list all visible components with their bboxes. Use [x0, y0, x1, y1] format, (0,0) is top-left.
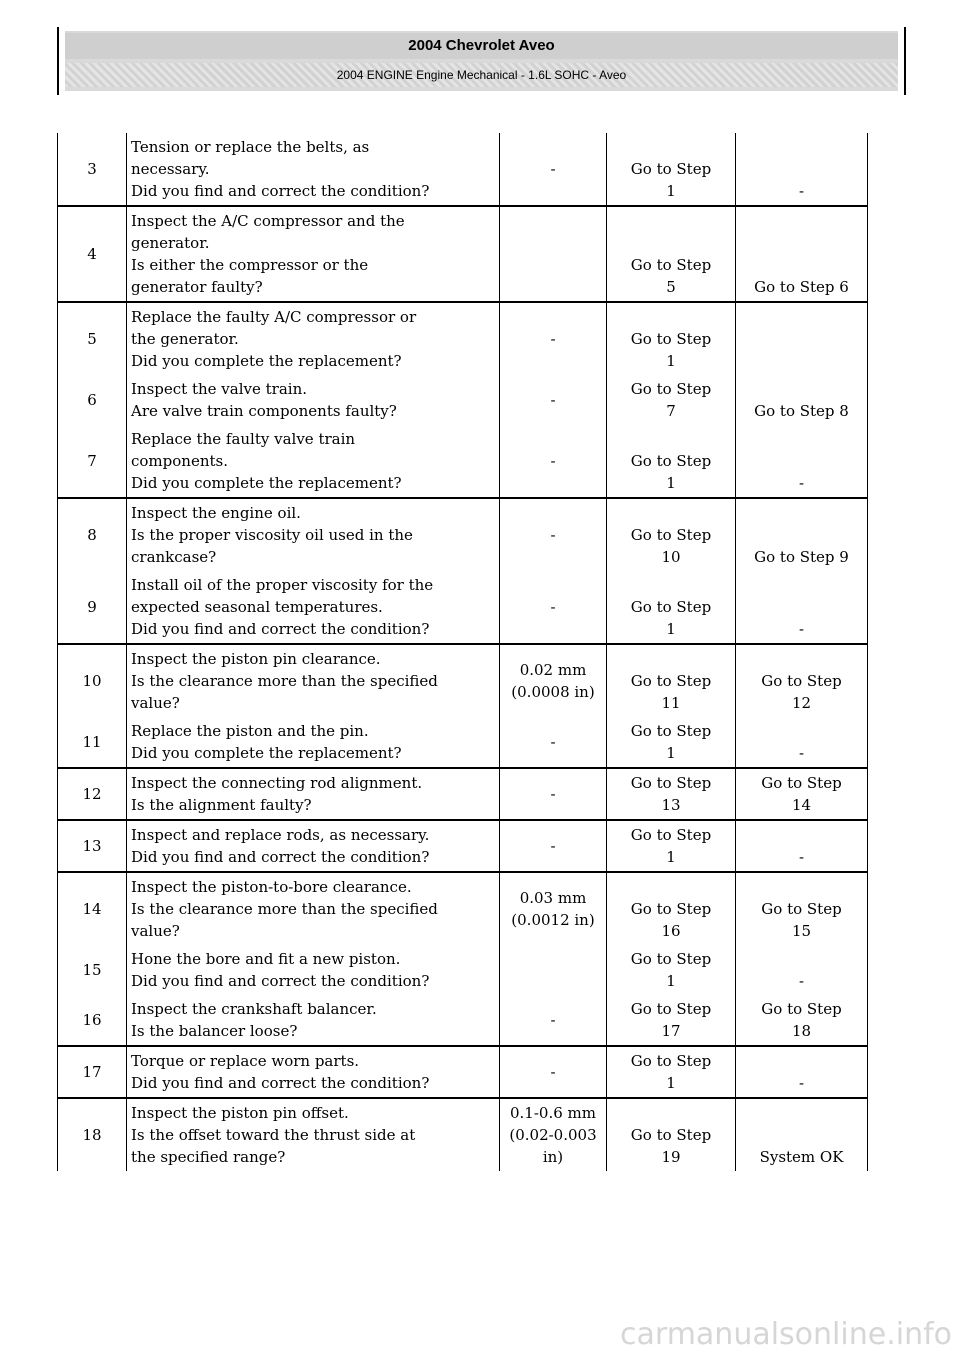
cell-line: Go to Step	[761, 774, 842, 792]
cell-line: Is either the compressor or the	[131, 256, 369, 274]
cell-line: Did you find and correct the condition?	[131, 182, 430, 200]
header-panel	[65, 31, 898, 91]
cell-line: Replace the piston and the pin.	[131, 722, 369, 740]
cell-line: Go to Step	[630, 1052, 712, 1070]
cell-line: Did you find and correct the condition?	[131, 972, 430, 990]
cell-line: components.	[131, 452, 228, 470]
yes-cell	[607, 425, 736, 498]
step-cell	[58, 995, 127, 1046]
yes-cell	[607, 498, 736, 571]
value-cell	[500, 995, 607, 1046]
cell-line: Go to Step	[630, 672, 712, 690]
cell-line: 13	[661, 796, 681, 814]
table-row	[58, 1098, 868, 1171]
cell-line: crankcase?	[131, 548, 217, 566]
table-row	[58, 717, 868, 768]
cell-line: in)	[542, 1148, 564, 1166]
step-cell	[58, 206, 127, 302]
yes-cell	[607, 945, 736, 995]
action-cell	[127, 571, 500, 644]
no-cell	[736, 133, 868, 206]
cell-line: Did you find and correct the condition?	[131, 848, 430, 866]
cell-line: Is the clearance more than the specified	[131, 672, 438, 690]
cell-line: Go to Step 9	[754, 548, 849, 566]
cell-line: Go to Step	[630, 330, 712, 348]
cell-line: Go to Step	[630, 526, 712, 544]
cell-line: Did you complete the replacement?	[131, 744, 402, 762]
no-cell	[736, 425, 868, 498]
cell-line: Replace the faulty valve train	[131, 430, 356, 448]
action-cell	[127, 133, 500, 206]
value-cell	[500, 768, 607, 820]
no-cell	[736, 571, 868, 644]
value-cell	[500, 644, 607, 717]
value-cell	[500, 498, 607, 571]
cell-line: Did you find and correct the condition?	[131, 620, 430, 638]
cell-line: generator.	[131, 234, 210, 252]
cell-line: 17	[82, 1063, 102, 1081]
no-cell	[736, 945, 868, 995]
value-cell	[500, 206, 607, 302]
cell-line: -	[550, 452, 556, 470]
step-cell	[58, 768, 127, 820]
cell-line: System OK	[759, 1148, 844, 1166]
cell-line: Go to Step	[630, 380, 712, 398]
yes-cell	[607, 571, 736, 644]
cell-line: Go to Step	[630, 774, 712, 792]
cell-line: 12	[791, 694, 812, 712]
cell-line: 14	[82, 900, 102, 918]
cell-line: Go to Step	[630, 1000, 712, 1018]
cell-line: 7	[87, 452, 97, 470]
cell-line: 3	[87, 160, 97, 178]
action-cell	[127, 768, 500, 820]
cell-line: Go to Step 6	[754, 278, 849, 296]
cell-line: the specified range?	[131, 1148, 286, 1166]
cell-line: -	[798, 1074, 805, 1092]
cell-line: Is the balancer loose?	[131, 1022, 298, 1040]
yes-cell	[607, 375, 736, 425]
watermark: carmanualsonline.info	[620, 1317, 952, 1352]
cell-line: 6	[87, 391, 97, 409]
cell-line: 1	[666, 848, 676, 866]
cell-line: -	[798, 474, 805, 492]
value-cell	[500, 133, 607, 206]
no-cell	[736, 375, 868, 425]
table-row	[58, 133, 868, 206]
cell-line: Go to Step	[630, 900, 712, 918]
cell-line: Inspect the connecting rod alignment.	[131, 774, 423, 792]
cell-line: Inspect the crankshaft balancer.	[131, 1000, 377, 1018]
yes-cell	[607, 206, 736, 302]
cell-line: -	[550, 391, 556, 409]
action-cell	[127, 717, 500, 768]
yes-cell	[607, 1098, 736, 1171]
cell-line: -	[798, 744, 805, 762]
cell-line: 8	[87, 526, 97, 544]
cell-line: 1	[666, 352, 676, 370]
step-cell	[58, 498, 127, 571]
cell-line: Hone the bore and fit a new piston.	[131, 950, 401, 968]
cell-line: the generator.	[131, 330, 239, 348]
step-cell	[58, 302, 127, 375]
cell-line: Inspect the valve train.	[131, 380, 307, 398]
cell-line: -	[550, 160, 556, 178]
action-cell	[127, 1098, 500, 1171]
value-cell	[500, 872, 607, 945]
cell-line: 0.03 mm	[519, 889, 587, 907]
cell-line: 18	[791, 1022, 812, 1040]
cell-line: Inspect the piston pin offset.	[131, 1104, 349, 1122]
cell-line: Go to Step	[630, 598, 712, 616]
cell-line: Is the clearance more than the specified	[131, 900, 438, 918]
step-cell	[58, 945, 127, 995]
cell-line: 10	[82, 672, 102, 690]
cell-line: Go to Step 8	[754, 402, 849, 420]
cell-line: Inspect the engine oil.	[131, 504, 301, 522]
step-cell	[58, 571, 127, 644]
step-cell	[58, 1098, 127, 1171]
no-cell	[736, 302, 868, 375]
cell-line: Did you complete the replacement?	[131, 352, 402, 370]
cell-line: 0.02 mm	[519, 661, 587, 679]
diagnostic-table-body	[58, 133, 868, 1171]
cell-line: Install oil of the proper viscosity for the	[131, 576, 434, 594]
cell-line: 15	[791, 922, 812, 940]
cell-line: Are valve train components faulty?	[131, 402, 397, 420]
cell-line: -	[550, 837, 556, 855]
cell-line: 16	[661, 922, 681, 940]
yes-cell	[607, 1046, 736, 1098]
yes-cell	[607, 995, 736, 1046]
cell-line: Is the offset toward the thrust side at	[131, 1126, 416, 1144]
cell-line: Go to Step	[761, 900, 842, 918]
no-cell	[736, 644, 868, 717]
value-cell	[500, 302, 607, 375]
table-row	[58, 375, 868, 425]
cell-line: 1	[666, 620, 676, 638]
table-row	[58, 644, 868, 717]
cell-line: -	[550, 785, 556, 803]
table-row	[58, 206, 868, 302]
table-row	[58, 498, 868, 571]
cell-line: expected seasonal temperatures.	[131, 598, 383, 616]
document-header	[57, 27, 906, 95]
cell-line: Go to Step	[630, 160, 712, 178]
cell-line: 17	[661, 1022, 681, 1040]
action-cell	[127, 872, 500, 945]
step-cell	[58, 133, 127, 206]
cell-line: 4	[87, 245, 97, 263]
step-cell	[58, 820, 127, 872]
no-cell	[736, 206, 868, 302]
cell-line: 13	[82, 837, 102, 855]
cell-line: -	[550, 733, 556, 751]
step-cell	[58, 872, 127, 945]
cell-line: 1	[666, 182, 676, 200]
value-cell	[500, 425, 607, 498]
cell-line: Inspect the piston-to-bore clearance.	[131, 878, 412, 896]
cell-line: Go to Step	[761, 1000, 842, 1018]
value-cell	[500, 1046, 607, 1098]
yes-cell	[607, 872, 736, 945]
value-cell	[500, 571, 607, 644]
cell-line: value?	[131, 922, 180, 940]
table-row	[58, 571, 868, 644]
cell-line: 1	[666, 1074, 676, 1092]
cell-line: necessary.	[131, 160, 210, 178]
action-cell	[127, 302, 500, 375]
cell-line: Is the proper viscosity oil used in the	[131, 526, 413, 544]
cell-line: Inspect the A/C compressor and the	[131, 212, 405, 230]
cell-line: (0.0008 in)	[511, 683, 595, 701]
cell-line: Is the alignment faulty?	[131, 796, 312, 814]
cell-line: (0.02-0.003	[509, 1126, 597, 1144]
cell-line: 19	[661, 1148, 681, 1166]
cell-line: Go to Step	[630, 950, 712, 968]
cell-line: 18	[82, 1126, 102, 1144]
action-cell	[127, 1046, 500, 1098]
cell-line: -	[550, 330, 556, 348]
cell-line: 1	[666, 744, 676, 762]
no-cell	[736, 995, 868, 1046]
cell-line: Go to Step	[630, 826, 712, 844]
cell-line: Replace the faulty A/C compressor or	[131, 308, 417, 326]
header-subtitle: 2004 ENGINE Engine Mechanical - 1.6L SOHC - Aveo	[65, 63, 898, 87]
cell-line: 1	[666, 474, 676, 492]
no-cell	[736, 820, 868, 872]
action-cell	[127, 820, 500, 872]
yes-cell	[607, 644, 736, 717]
cell-line: Tension or replace the belts, as	[131, 138, 370, 156]
no-cell	[736, 872, 868, 945]
step-cell	[58, 425, 127, 498]
cell-line: 10	[661, 548, 681, 566]
action-cell	[127, 995, 500, 1046]
action-cell	[127, 375, 500, 425]
cell-line: 16	[82, 1011, 102, 1029]
no-cell	[736, 1098, 868, 1171]
cell-line: -	[550, 598, 556, 616]
yes-cell	[607, 133, 736, 206]
action-cell	[127, 498, 500, 571]
yes-cell	[607, 717, 736, 768]
cell-line: 7	[666, 402, 676, 420]
cell-line: Go to Step	[630, 256, 712, 274]
no-cell	[736, 717, 868, 768]
action-cell	[127, 644, 500, 717]
table-row	[58, 995, 868, 1046]
cell-line: 11	[661, 694, 681, 712]
cell-line: Go to Step	[630, 722, 712, 740]
no-cell	[736, 1046, 868, 1098]
step-cell	[58, 1046, 127, 1098]
cell-line: Go to Step	[630, 452, 712, 470]
cell-line: Did you complete the replacement?	[131, 474, 402, 492]
cell-line: 15	[82, 961, 102, 979]
header-title: 2004 Chevrolet Aveo	[65, 33, 898, 59]
cell-line: 11	[82, 733, 102, 751]
table-row	[58, 872, 868, 945]
cell-line: Torque or replace worn parts.	[131, 1052, 360, 1070]
yes-cell	[607, 302, 736, 375]
value-cell	[500, 717, 607, 768]
cell-line: (0.0012 in)	[511, 911, 595, 929]
cell-line: 12	[82, 785, 102, 803]
cell-line: value?	[131, 694, 180, 712]
step-cell	[58, 644, 127, 717]
no-cell	[736, 498, 868, 571]
table-row	[58, 945, 868, 995]
table-row	[58, 768, 868, 820]
yes-cell	[607, 768, 736, 820]
diagnostic-table	[57, 133, 868, 1171]
action-cell	[127, 425, 500, 498]
action-cell	[127, 206, 500, 302]
cell-line: -	[798, 182, 805, 200]
table-row	[58, 1046, 868, 1098]
cell-line: 1	[666, 972, 676, 990]
step-cell	[58, 717, 127, 768]
cell-line: Go to Step	[761, 672, 842, 690]
cell-line: -	[798, 972, 805, 990]
cell-line: Inspect the piston pin clearance.	[131, 650, 381, 668]
no-cell	[736, 768, 868, 820]
step-cell	[58, 375, 127, 425]
cell-line: generator faulty?	[131, 278, 263, 296]
table-row	[58, 302, 868, 375]
cell-line: 5	[87, 330, 97, 348]
value-cell	[500, 1098, 607, 1171]
cell-line: -	[550, 526, 556, 544]
table-row	[58, 425, 868, 498]
value-cell	[500, 375, 607, 425]
cell-line: 5	[666, 278, 676, 296]
yes-cell	[607, 820, 736, 872]
value-cell	[500, 820, 607, 872]
cell-line: Did you find and correct the condition?	[131, 1074, 430, 1092]
value-cell	[500, 945, 607, 995]
cell-line: Go to Step	[630, 1126, 712, 1144]
table-row	[58, 820, 868, 872]
cell-line: -	[550, 1011, 556, 1029]
cell-line: -	[798, 848, 805, 866]
cell-line: -	[798, 620, 805, 638]
action-cell	[127, 945, 500, 995]
cell-line: 9	[87, 598, 97, 616]
cell-line: 0.1-0.6 mm	[510, 1104, 596, 1122]
cell-line: 14	[791, 796, 812, 814]
cell-line: -	[550, 1063, 556, 1081]
cell-line: Inspect and replace rods, as necessary.	[131, 826, 430, 844]
